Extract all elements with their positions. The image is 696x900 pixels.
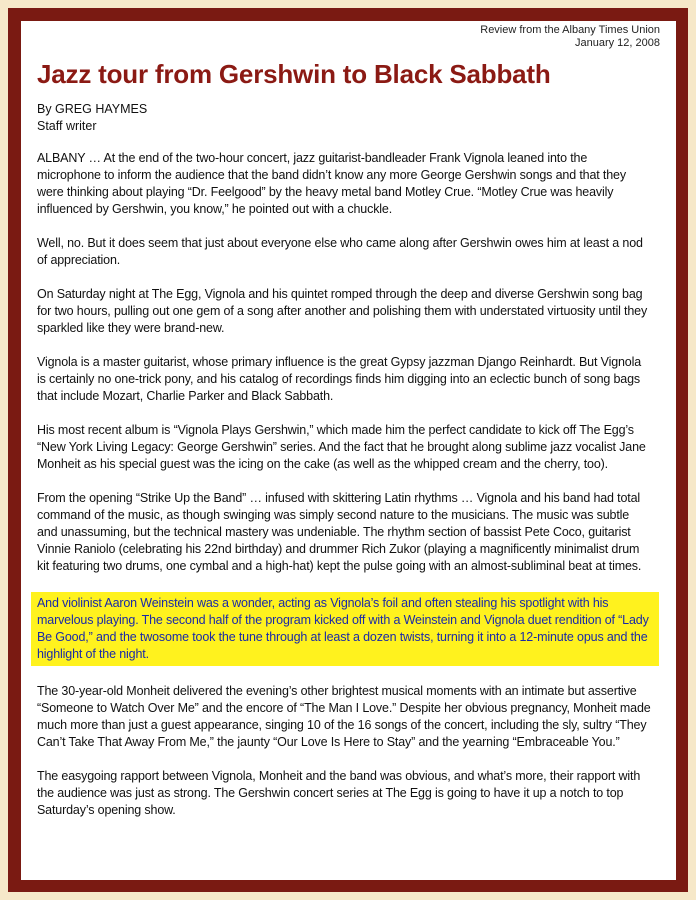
- paragraph: The easygoing rapport between Vignola, Monheit and the band was obvious, and what’s more, their rapport with the audience was just as strong. The Gershwin concert series at The Egg is going to have it up a notch to top Saturday’s opening show.: [37, 769, 641, 817]
- article-headline: Jazz tour from Gershwin to Black Sabbath: [37, 59, 551, 89]
- article-page: [21, 21, 676, 880]
- page-frame: [8, 8, 688, 892]
- paragraph: ALBANY … At the end of the two-hour concert, jazz guitarist-bandleader Frank Vignola leaned into the microphone to inform the audience that the band didn’t know any more George Gershwin songs and that they were thinking about playing “Dr. Feelgood” by the heavy metal band Motley Crue. “Motley Crue was heavily influenced by Gershwin, you know,” he pointed out with a chuckle.: [37, 151, 626, 216]
- paragraph: His most recent album is “Vignola Plays Gershwin,” which made him the perfect candidate to kick off The Egg’s “New York Living Legacy: George Gershwin” series. And the fact that he brought along sublime jazz vocalist Jane Monheit as his special guest was the icing on the cake (as well as the whipped cream and the cherry, too).: [37, 423, 646, 471]
- byline-author: By GREG HAYMES: [37, 102, 148, 116]
- paragraph: The 30-year-old Monheit delivered the evening’s other brightest musical moments with an intimate but assertive “Someone to Watch Over Me” and the encore of “The Man I Love.” Despite her obvious pregnancy, Monheit made much more than just a guest appearance, singing 10 of the 16 songs of the concert, including the sly, sultry “They Can’t Take That Away From Me,” the jaunty “Our Love Is Here to Stay” and the yearning “Embraceable You.”: [37, 684, 651, 749]
- article-body: [37, 150, 651, 819]
- paragraph: Vignola is a master guitarist, whose primary influence is the great Gypsy jazzman Django Reinhardt. But Vignola is certainly no one-trick pony, and his catalog of recordings finds him digging into an eclectic bunch of song bags that include Mozart, Charlie Parker and Black Sabbath.: [37, 355, 642, 403]
- highlighted-paragraph: And violinist Aaron Weinstein was a wonder, acting as Vignola’s foil and often stealing his spotlight with his marvelous playing. The second half of the program kicked off with a Weinstein and Vignola duet rendition of “Lady Be Good,” and the twosome took the tune through at least a dozen twists, turning it into a 12-minute opus and the highlight of the night.: [31, 592, 659, 666]
- paragraph: Well, no. But it does seem that just about everyone else who came along after Gershwin owes him at least a nod of appreciation.: [37, 236, 643, 267]
- byline: [37, 101, 651, 135]
- source-publication: Review from the Albany Times Union: [480, 24, 660, 36]
- byline-role: Staff writer: [37, 119, 97, 133]
- paragraph: On Saturday night at The Egg, Vignola and his quintet romped through the deep and diverse Gershwin song bag for two hours, pulling out one gem of a song after another and polishing them with understated virtuosity until they sparkled like they were brand-new.: [37, 287, 648, 335]
- source-date: January 12, 2008: [574, 37, 660, 49]
- paragraph: From the opening “Strike Up the Band” … infused with skittering Latin rhythms … Vignola and his band had total command of the music, as though swinging was simply second nature to the musicians. The music was subtle and unassuming, but the technical mastery was undeniable. The rhythm section of bassist Pete Coco, guitarist Vinnie Raniolo (celebrating his 22nd birthday) and drummer Rich Zukor (playing a magnificently minimalist drum kit featuring two drums, one cymbal and a high-hat) kept the pulse going with an almost-subliminal beat at times.: [37, 491, 642, 573]
- source-note: [480, 24, 660, 50]
